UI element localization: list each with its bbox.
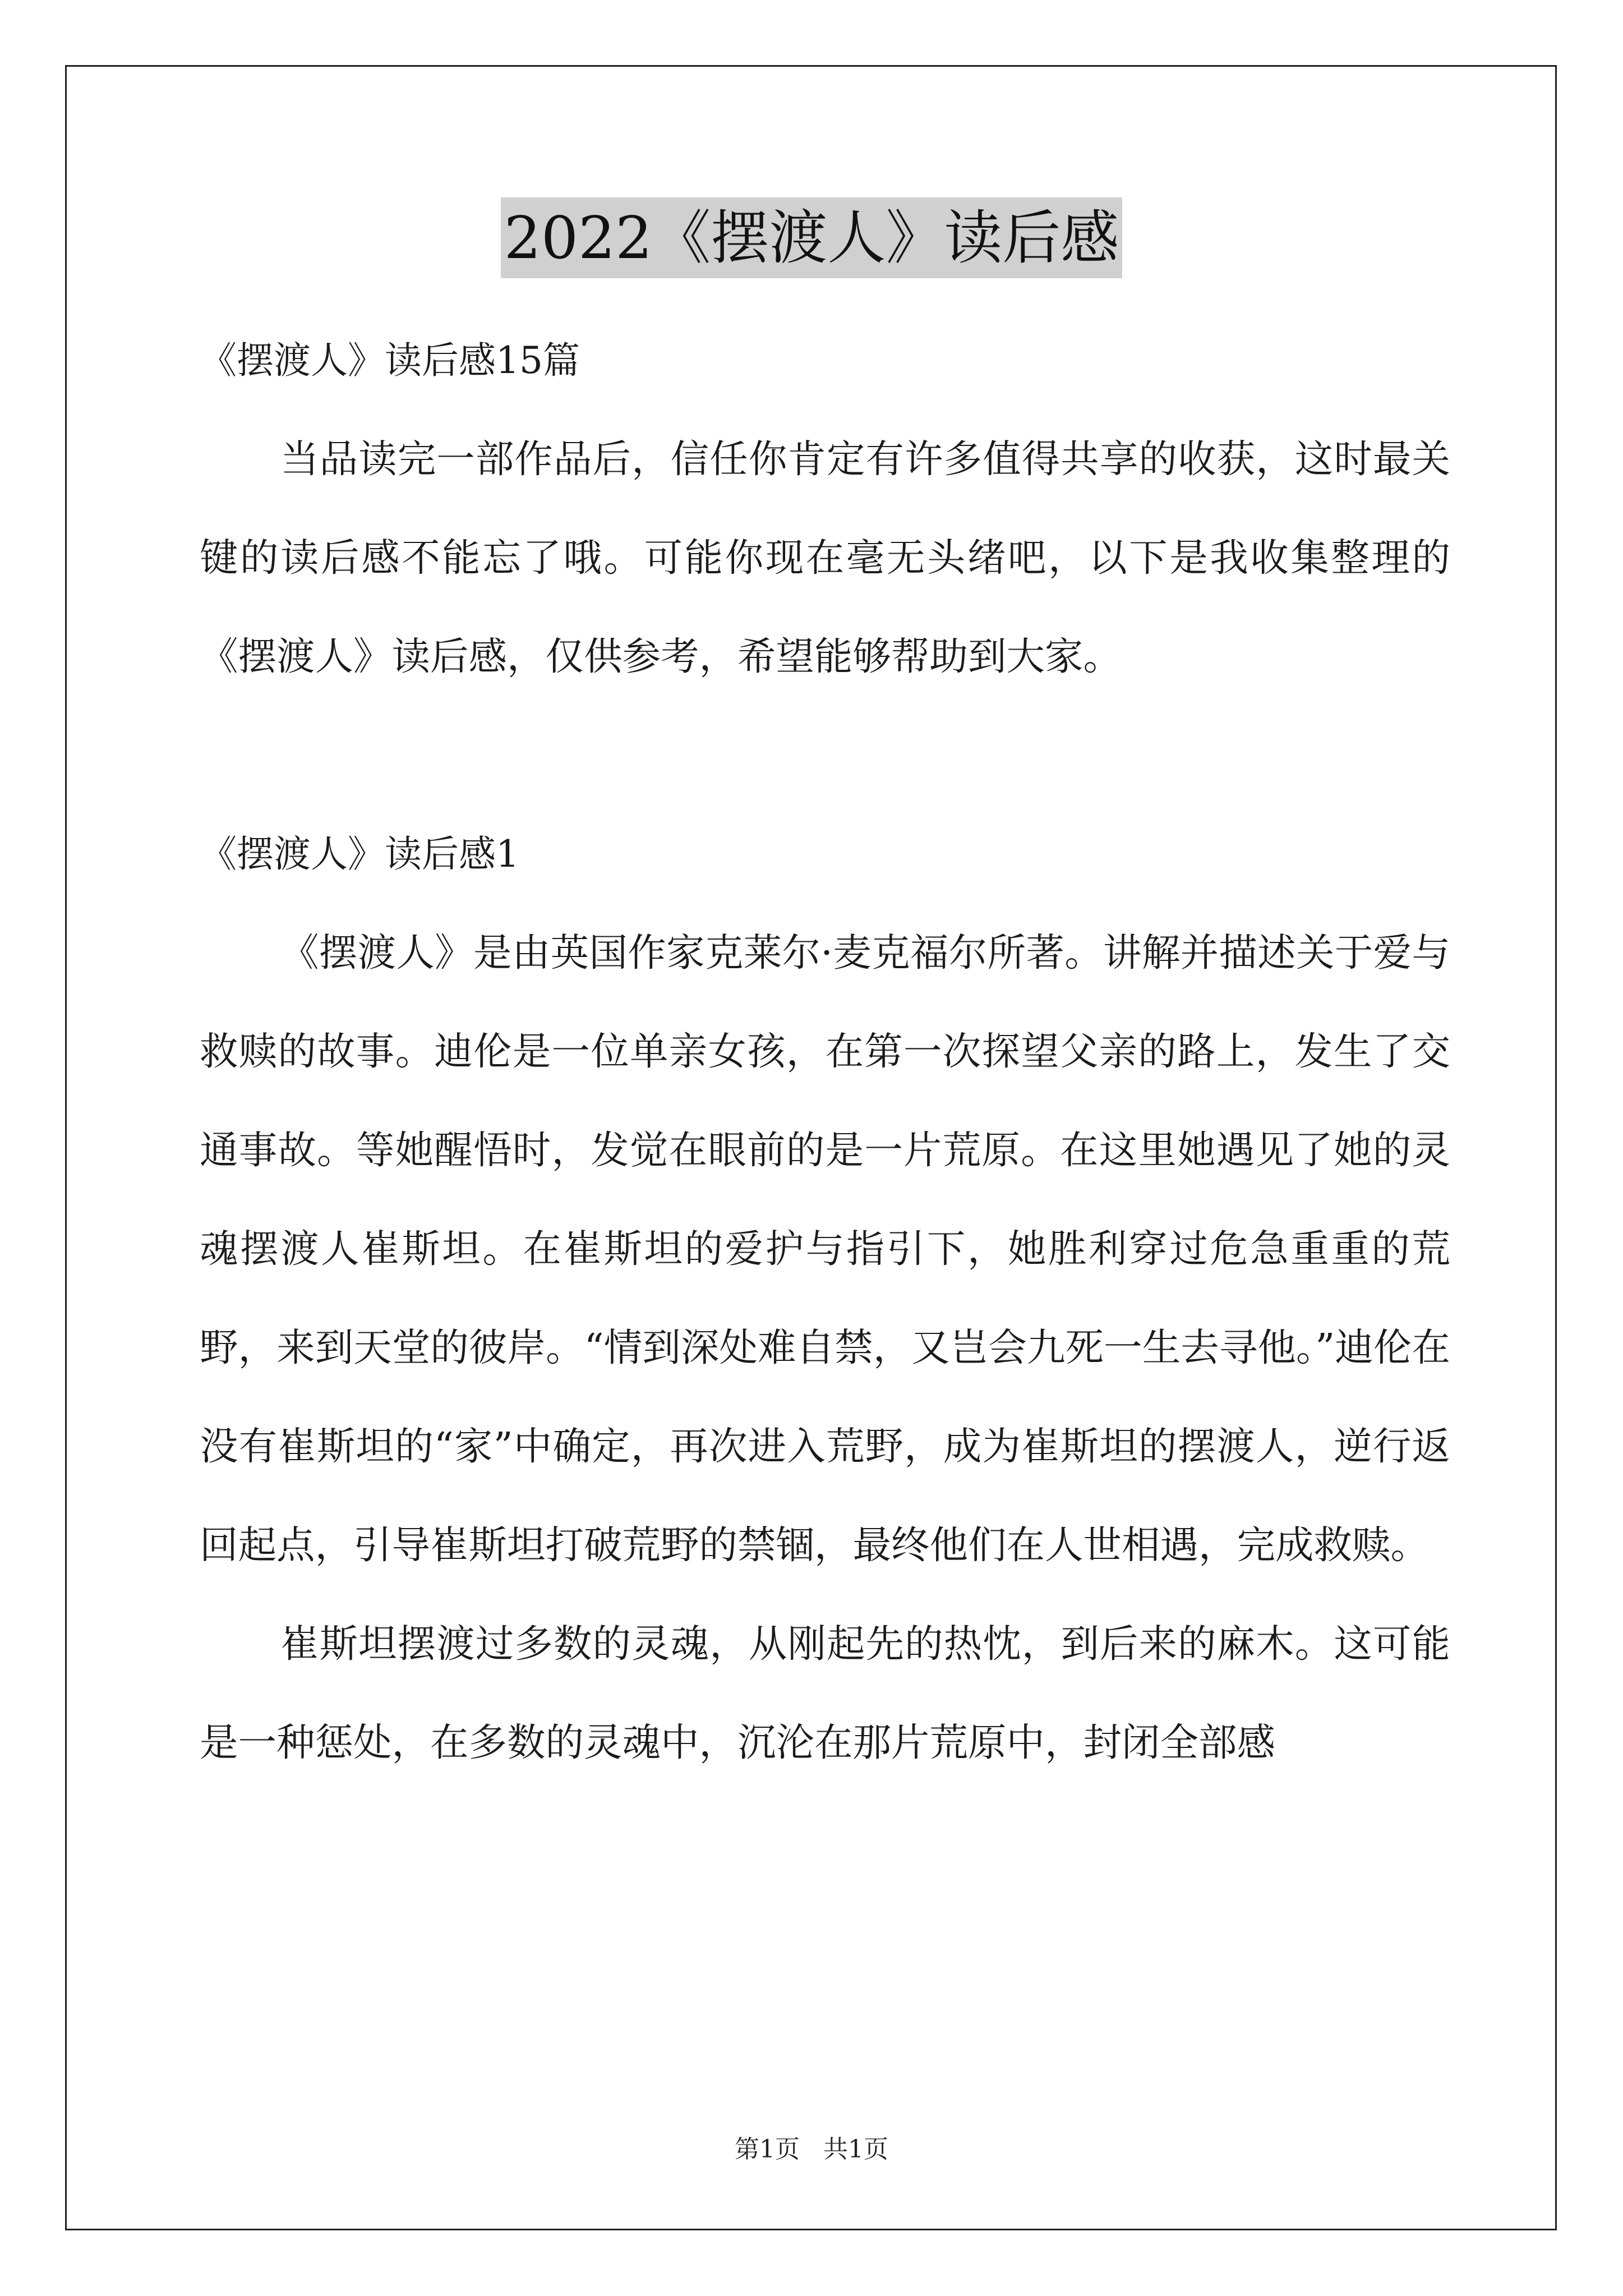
- body-paragraph: 崔斯坦摆渡过多数的灵魂，从刚起先的热忱，到后来的麻木。这可能是一种惩处，在多数的灵魂中，沉沦在那片荒原中，封闭全部感: [200, 1622, 1450, 1765]
- body-paragraph: 《摆渡人》是由英国作家克莱尔·麦克福尔所著。讲解并描述关于爱与救赎的故事。迪伦是一位单亲女孩，在第一次探望父亲的路上，发生了交通事故。等她醒悟时，发觉在眼前的是一片荒原。在这里她遇见了她的灵魂摆渡人崔斯坦。在崔斯坦的爱护与指引下，她胜利穿过危急重重的荒野，来到天堂的彼岸。“情到深处难自禁，又岂会九死一生去寻他。”迪伦在没有崔斯坦的“家”中确定，再次进入荒野，成为崔斯坦的摆渡人，逆行返回起点，引导崔斯坦打破荒野的禁锢，最终他们在人世相遇，完成救赎。: [200, 931, 1450, 1568]
- spacer: [200, 706, 1450, 805]
- document-body: [200, 311, 1450, 1792]
- intro-paragraph: 当品读完一部作品后，信任你肯定有许多值得共享的收获，这时最关键的读后感不能忘了哦。可能你现在毫无头绪吧，以下是我收集整理的《摆渡人》读后感，仅供参考，希望能够帮助到大家。: [200, 437, 1450, 679]
- title-container: [0, 197, 1623, 278]
- subtitle: 《摆渡人》读后感15篇: [200, 339, 580, 382]
- page-footer: 第1页 共1页: [735, 2135, 888, 2164]
- section-heading: 《摆渡人》读后感1: [200, 832, 519, 876]
- document-title: 2022《摆渡人》读后感: [501, 197, 1123, 278]
